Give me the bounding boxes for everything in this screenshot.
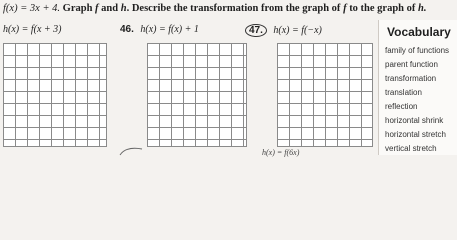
problem-47 [248,24,322,37]
graph-grid[interactable] [147,43,247,147]
vocabulary-item: reflection [385,102,418,111]
problem-46 [120,24,199,35]
instruction-h2: h. [418,3,427,14]
instruction-text-3: . Describe the transformation from the graph of [126,3,344,14]
instruction-text-4: to the graph of [346,3,419,14]
next-problem-fragment: h(x) = f(6x) [262,148,300,157]
vocabulary-item: parent function [385,60,438,69]
vocabulary-list [385,44,457,156]
problem-number-circled: 47. [245,24,267,37]
instruction-text-1: Graph [60,3,96,14]
vocabulary-item: translation [385,88,422,97]
page-curl-mark [118,146,144,156]
instructions [3,3,455,14]
graph-grid[interactable] [277,43,373,147]
graph-grid[interactable] [3,43,107,147]
instruction-text-2: and [98,3,121,14]
problem-45 [3,24,61,35]
vocabulary-title: Vocabulary [387,25,451,39]
instruction-f: f [95,3,99,14]
problem-equation: h(x) = f(x + 3) [3,24,62,35]
vocabulary-item: horizontal shrink [385,116,444,125]
problem-equation: h(x) = f(x) + 1 [140,24,199,35]
function-definition: f(x) = 3x + 4. [3,3,61,14]
vocabulary-item: transformation [385,74,437,83]
vocabulary-item: vertical stretch [385,144,437,153]
instruction-h: h [120,3,127,14]
vocabulary-item: family of functions [385,46,450,55]
instruction-f2: f [343,3,347,14]
vocabulary-box [378,20,457,155]
vocabulary-item: horizontal stretch [385,130,446,139]
problem-number: 46. [120,24,134,35]
problem-equation: h(x) = f(−x) [273,25,322,36]
